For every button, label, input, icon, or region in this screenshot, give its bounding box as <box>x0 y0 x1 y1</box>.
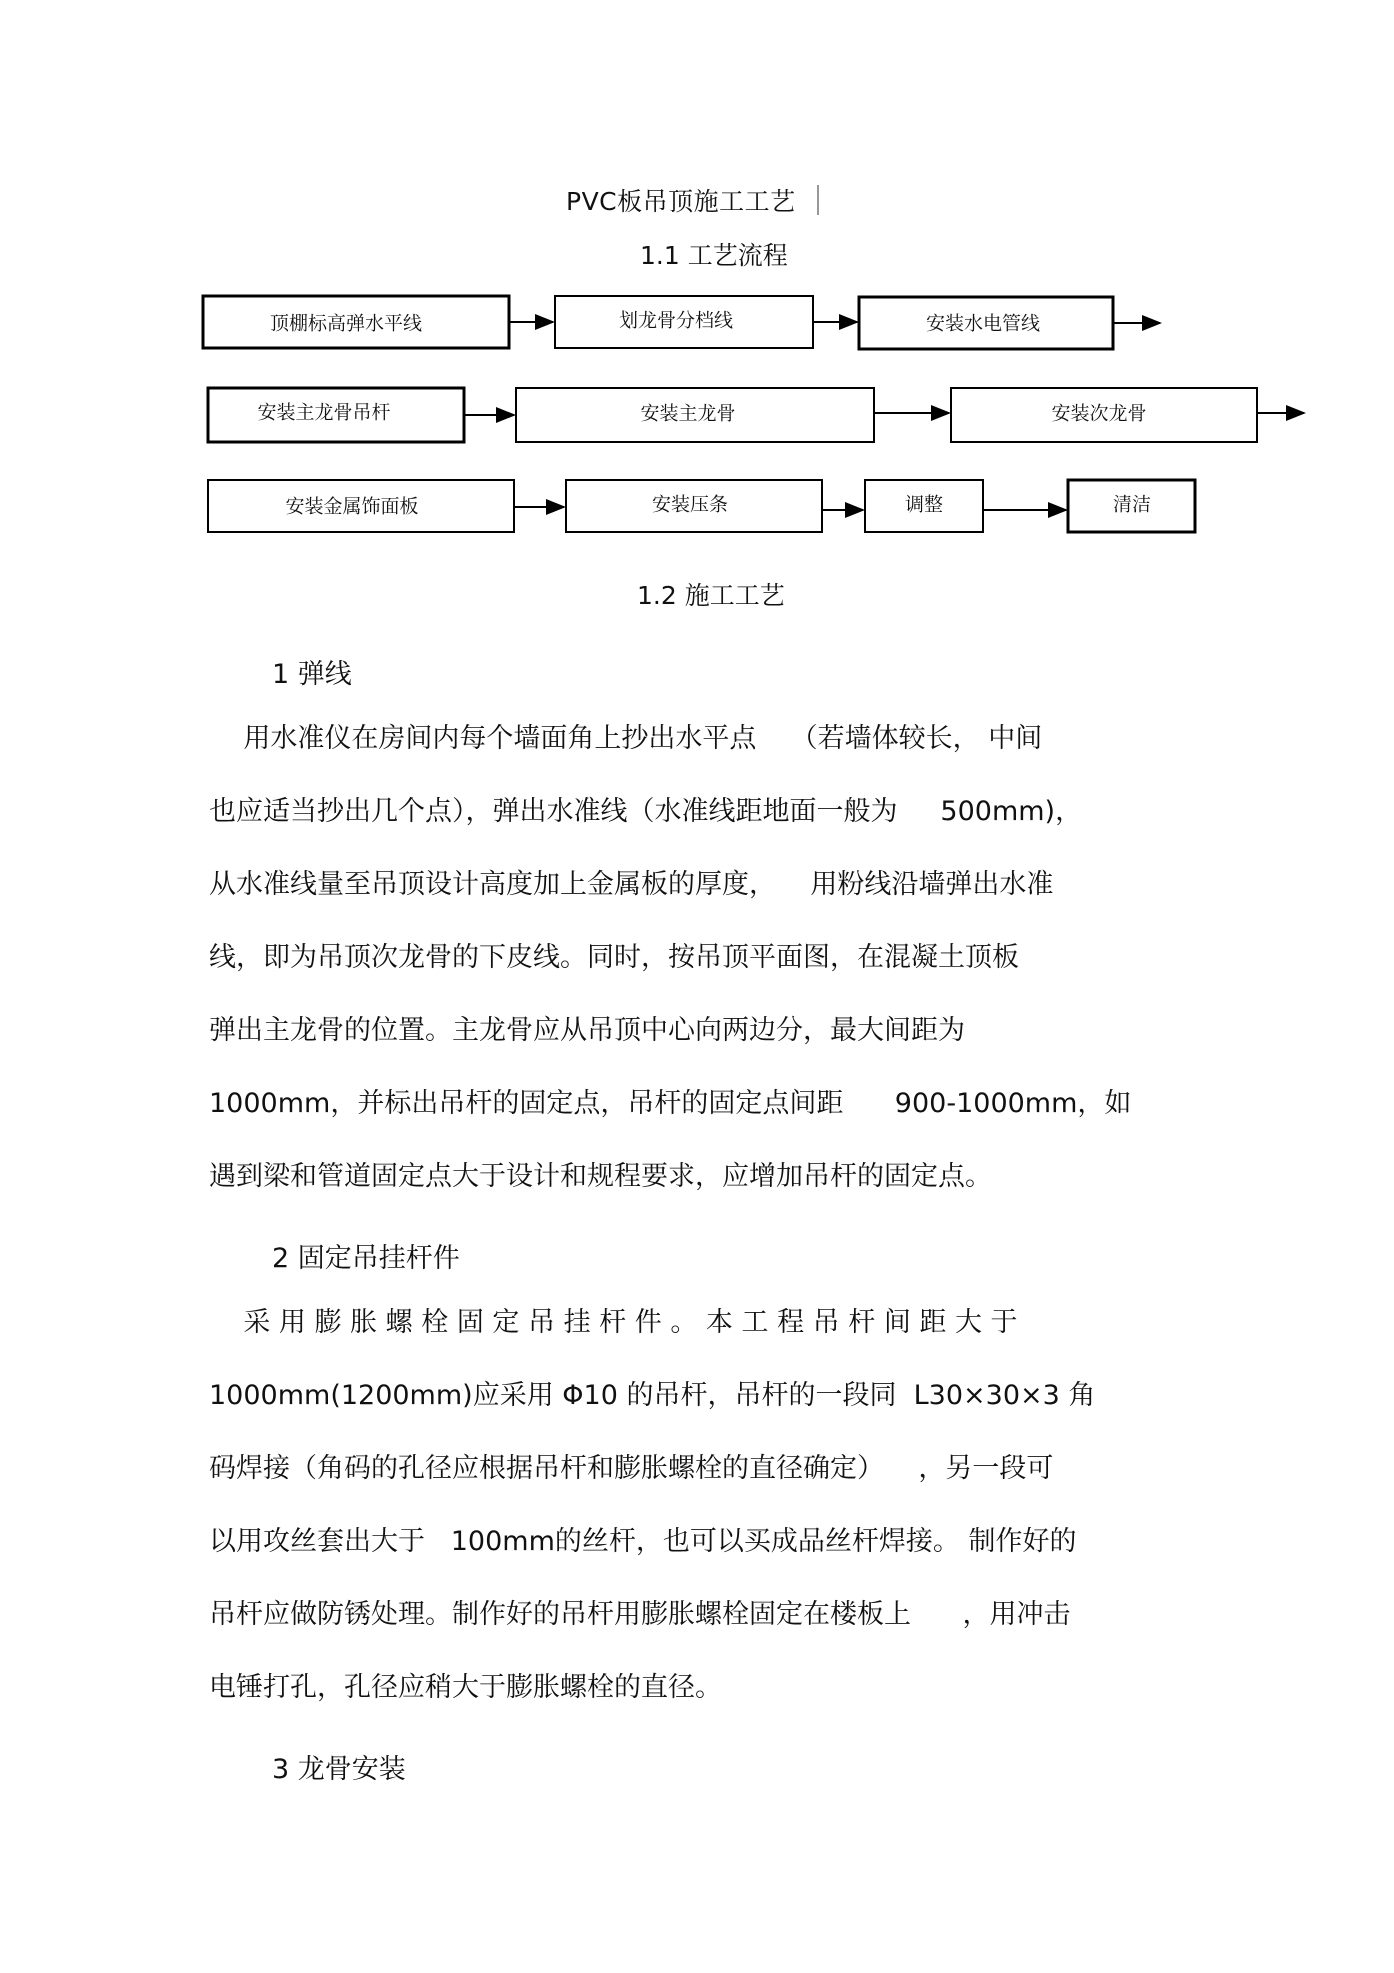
flow-label-8: 安装压条 <box>651 493 729 516</box>
paragraph-line: 从水准线量至吊顶设计高度加上金属板的厚度， 用粉线沿墙弹出水准 <box>209 869 1054 900</box>
flow-label-9: 调整 <box>904 493 944 516</box>
paragraph-line: 也应适当抄出几个点），弹出水准线（水准线距地面一般为 500mm)， <box>209 796 1083 827</box>
paragraph-line: 以用攻丝套出大于 100mm的丝杆，也可以买成品丝杆焊接。 制作好的 <box>209 1526 1077 1557</box>
flow-label-1: 顶棚标高弹水平线 <box>269 312 423 335</box>
flow-label-4: 安装主龙骨吊杆 <box>257 401 391 424</box>
paragraph-line: 1000mm(1200mm)应采用 Φ10 的吊杆，吊杆的一段同 L30×30×3 角 <box>209 1380 1096 1411</box>
flow-chart-lines <box>0 0 1394 560</box>
flow-label-2: 划龙骨分档线 <box>618 309 734 332</box>
flow-label-6: 安装次龙骨 <box>1051 402 1147 425</box>
document-title: PVC板吊顶施工工艺 <box>566 187 796 216</box>
flow-label-7: 安装金属饰面板 <box>285 495 419 518</box>
section-heading-process-flow: 1.1 工艺流程 <box>640 241 788 270</box>
step-3-heading: 3 龙骨安装 <box>272 1754 406 1785</box>
section-heading-construction: 1.2 施工工艺 <box>637 581 785 610</box>
paragraph-line: 遇到梁和管道固定点大于设计和规程要求，应增加吊杆的固定点。 <box>209 1161 992 1192</box>
flow-label-3: 安装水电管线 <box>925 312 1041 335</box>
step-1-heading: 1 弹线 <box>272 659 352 690</box>
flow-label-5: 安装主龙骨 <box>640 402 736 425</box>
paragraph-line: 采 用 膨 胀 螺 栓 固 定 吊 挂 杆 件 。 本 工 程 吊 杆 间 距 大 于 <box>209 1307 1018 1338</box>
paragraph-line: 码焊接（角码的孔径应根据吊杆和膨胀螺栓的直径确定） ，另一段可 <box>209 1453 1054 1484</box>
paragraph-line: 用水准仪在房间内每个墙面角上抄出水平点 （若墙体较长， 中间 <box>209 723 1043 754</box>
paragraph-line: 弹出主龙骨的位置。主龙骨应从吊顶中心向两边分，最大间距为 <box>209 1015 965 1046</box>
step-2-heading: 2 固定吊挂杆件 <box>272 1243 460 1274</box>
paragraph-line: 线，即为吊顶次龙骨的下皮线。同时，按吊顶平面图，在混凝土顶板 <box>209 942 1019 973</box>
paragraph-line: 电锤打孔，孔径应稍大于膨胀螺栓的直径。 <box>209 1672 722 1703</box>
flow-label-10: 清洁 <box>1112 493 1152 516</box>
paragraph-line: 1000mm，并标出吊杆的固定点，吊杆的固定点间距 900-1000mm，如 <box>209 1088 1132 1119</box>
paragraph-line: 吊杆应做防锈处理。制作好的吊杆用膨胀螺栓固定在楼板上 ，用冲击 <box>209 1599 1071 1630</box>
